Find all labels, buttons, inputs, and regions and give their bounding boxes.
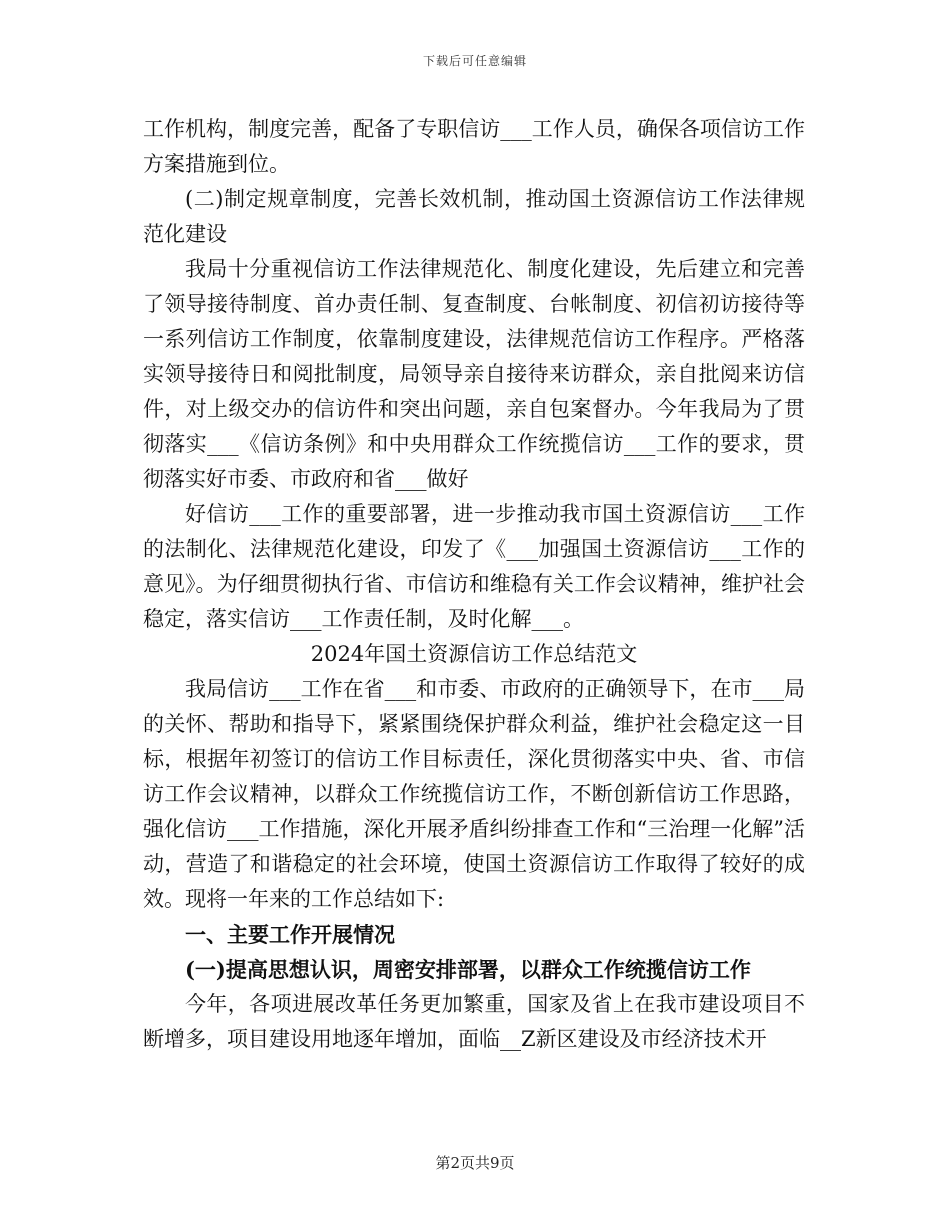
document-body [143,112,805,1057]
paragraph-3: 我局十分重视信访工作法律规范化、制度化建设，先后建立和完善了领导接待制度、首办责任制、复查制度、台帐制度、初信初访接待等一系列信访工作制度，依靠制度建设，法律规范信访工作程序。严格落实领导接待日和阅批制度，局领导亲自接待来访群众，亲自批阅来访信件，对上级交办的信访件和突出问题，亲自包案督办。今年我局为了贯彻落实___《信访条例》和中央用群众工作统揽信访___工作的要求，贯彻落实好市委、市政府和省___做好 [143,257,805,491]
section-heading: 一、主要工作开展情况 [185,922,395,947]
paragraph-5: 我局信访___工作在省___和市委、市政府的正确领导下，在市___局的关怀、帮助和指导下，紧紧围绕保护群众利益，维护社会稳定这一目标，根据年初签订的信访工作目标责任，深化贯彻落实中央、省、市信访工作会议精神，以群众工作统揽信访工作，不断创新信访工作思路，强化信访___工作措施，深化开展矛盾纠纷排查工作和“三治理一化解”活动，营造了和谐稳定的社会环境，使国土资源信访工作取得了较好的成效。现将一年来的工作总结如下: [143,677,805,911]
paragraph-2: (二)制定规章制度，完善长效机制，推动国土资源信访工作法律规范化建设 [143,187,805,246]
subsection-heading: (一)提高思想认识，周密安排部署，以群众工作统揽信访工作 [185,957,751,982]
paragraph-6: 今年，各项进展改革任务更加繁重，国家及省上在我市建设项目不断增多，项目建设用地逐年增加，面临__Z新区建设及市经济技术开 [143,992,805,1051]
page-footer: 第2页共9页 [435,1154,515,1172]
document-title: 2024年国土资源信访工作总结范文 [310,642,638,666]
paragraph-4: 好信访___工作的重要部署，进一步推动我市国土资源信访___工作的法制化、法律规范化建设，印发了《___加强国土资源信访___工作的意见》。为仔细贯彻执行省、市信访和维稳有关工作会议精神，维护社会稳定，落实信访___工作责任制，及时化解___。 [143,502,805,631]
page-header: 下载后可任意编辑 [422,54,527,68]
paragraph-1: 工作机构，制度完善，配备了专职信访___工作人员，确保各项信访工作方案措施到位。 [143,117,805,176]
